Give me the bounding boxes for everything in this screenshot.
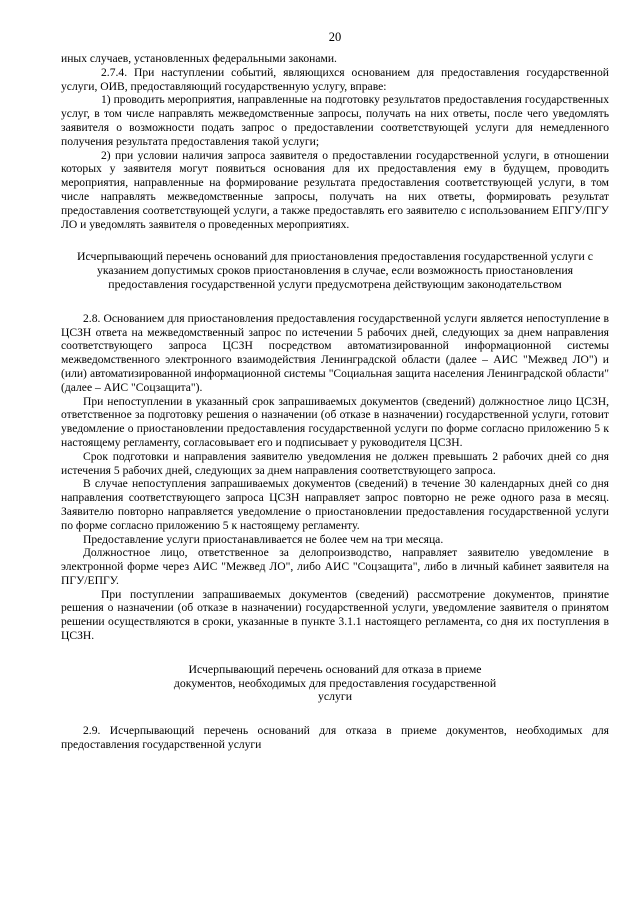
paragraph: Срок подготовки и направления заявителю уведомления не должен превышать 2 рабочих дней со дня истечения 5 рабочих дней, следующих за днем направления соответствующего запроса. xyxy=(61,449,609,477)
page-number: 20 xyxy=(328,30,342,44)
paragraph: 1) проводить мероприятия, направленные на подготовку результатов предоставления государственных услуг, в том числе направлять межведомственные запросы, получать на них ответы, после чего уведомлять заявителя о возможности подать запрос о предоставлении соответствующей услуги для немедленного получения результата предоставления такой услуги; xyxy=(61,93,609,148)
paragraph: В случае непоступления запрашиваемых документов (сведений) в течение 30 календарных дней со дня направления соответствующего запроса ЦСЗН направляет запрос повторно не реже одного раза в месяц. Заявителю повторно направляется уведомление о приостановлении предоставления государственной услуги по форме согласно приложению 5 к настоящему регламенту. xyxy=(61,477,609,532)
paragraph: Предоставление услуги приостанавливается не более чем на три месяца. xyxy=(83,532,444,546)
paragraph: Должностное лицо, ответственное за делопроизводство, направляет заявителю уведомление в электронной форме через АИС "Межвед ЛО", либо АИС "Соцзащита", либо в личный кабинет заявителя на ПГУ/ЕПГУ. xyxy=(61,546,609,587)
section-heading: Исчерпывающий перечень оснований для отказа в приеме документов, необходимых для предоставления государственной услуги xyxy=(173,661,497,704)
paragraph: иных случаев, установленных федеральными законами. xyxy=(61,52,337,65)
paragraph: При поступлении запрашиваемых документов (сведений) рассмотрение документов, принятие решения о назначении (об отказе в назначении) государственной услуги, уведомление заявителя о принятом решении осуществляются в сроки, указанные в пункте 3.1.1 настоящего регламента, со дня их поступления в ЦСЗН. xyxy=(61,587,609,643)
paragraph: 2.9. Исчерпывающий перечень оснований для отказа в приеме документов, необходимых для предоставления государственной услуги xyxy=(61,724,609,752)
section-heading: Исчерпывающий перечень оснований для приостановления предоставления государственной услуги с указанием допустимых сроков приостановления в случае, если возможность приостановления предоставления государственной услуги предусмотрена действующим законодательством xyxy=(77,249,593,291)
paragraph: 2) при условии наличия запроса заявителя о предоставлении государственной услуги, в отношении которых у заявителя могут появиться основания для их предоставления ему в будущем, проводить мероприятия, направленные на формирование результата предоставления соответствующей услуги, в том числе направлять межведомственные запросы, получать на них ответы, формировать результат предоставления соответствующей услуги, а также предоставлять его заявителю с использованием ЕПГУ/ПГУ ЛО и уведомлять заявителя о проведенных мероприятиях. xyxy=(61,148,609,231)
paragraph: 2.7.4. При наступлении событий, являющихся основанием для предоставления государственной услуги, ОИВ, предоставляющий государственную услугу, вправе: xyxy=(61,65,609,93)
paragraph: При непоступлении в указанный срок запрашиваемых документов (сведений) должностное лицо ЦСЗН, ответственное за подготовку решения о назначении (об отказе в назначении) государственной услуги, готовит уведомление о приостановлении предоставления государственной услуги по форме согласно приложению 5 к настоящему регламенту, согласовывает его и подписывает у руководителя ЦСЗН. xyxy=(61,394,609,449)
document-body xyxy=(61,52,609,752)
paragraph: 2.8. Основанием для приостановления предоставления государственной услуги является непоступление в ЦСЗН ответа на межведомственный запрос по истечении 5 рабочих дней, следующих за днем направления соответствующего запроса ЦСЗН посредством автоматизированной информационной системы межведомственного электронного взаимодействия Ленинградской области (далее – АИС "Межвед ЛО") и (или) автоматизированной информационной системы "Социальная защита населения Ленинградской области" (далее – АИС "Соцзащита"). xyxy=(61,311,609,394)
